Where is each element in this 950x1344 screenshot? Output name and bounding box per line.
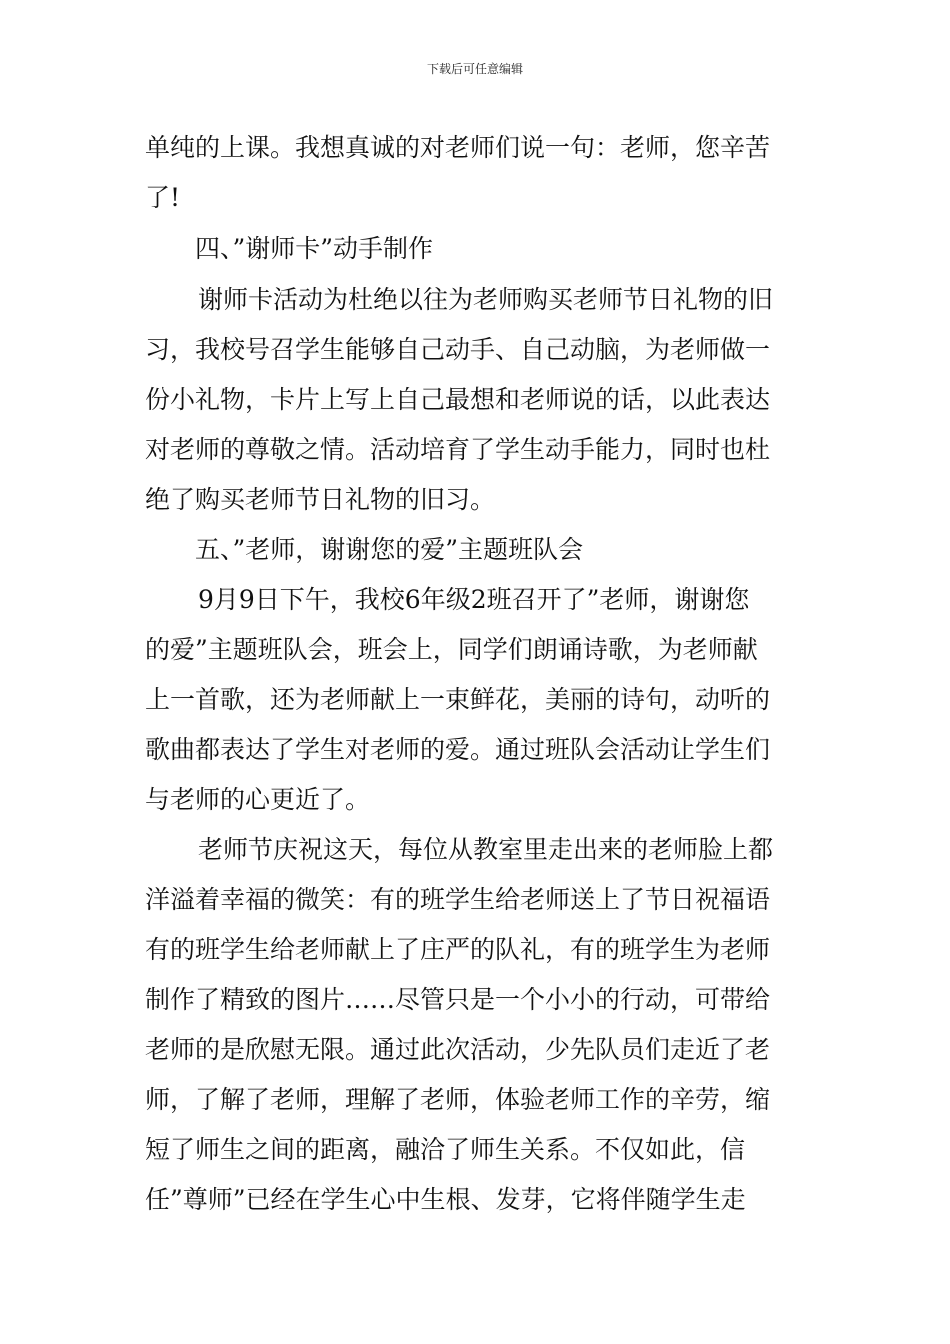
- page-header: 下载后可任意编辑: [426, 62, 523, 76]
- text-line: 师，了解了老师，理解了老师，体验老师工作的辛劳，缩: [145, 1085, 771, 1114]
- text-line: 制作了精致的图片……尽管只是一个小小的行动，可带给: [145, 985, 771, 1014]
- text-line: 习，我校号召学生能够自己动手、自己动脑，为老师做一: [145, 335, 771, 364]
- text-line: 绝了购买老师节日礼物的旧习。: [145, 485, 496, 514]
- text-line: 任”尊师”已经在学生心中生根、发芽，它将伴随学生走: [145, 1185, 746, 1214]
- text-line: 9月9日下午，我校6年级2班召开了”老师，谢谢您: [198, 585, 750, 614]
- text-line: 老师节庆祝这天，每位从教室里走出来的老师脸上都: [198, 835, 774, 864]
- text-line: 歌曲都表达了学生对老师的爱。通过班队会活动让学生们: [145, 735, 771, 764]
- text-line: 份小礼物，卡片上写上自己最想和老师说的话，以此表达: [145, 385, 771, 414]
- text-line: 有的班学生给老师献上了庄严的队礼，有的班学生为老师: [145, 935, 771, 964]
- section-heading: 五、”老师，谢谢您的爱”主题班队会: [195, 535, 584, 564]
- text-line: 洋溢着幸福的微笑：有的班学生给老师送上了节日祝福语: [145, 885, 771, 914]
- text-line: 谢师卡活动为杜绝以往为老师购买老师节日礼物的旧: [198, 285, 774, 314]
- text-line: 短了师生之间的距离，融洽了师生关系。不仅如此，信: [145, 1135, 746, 1164]
- text-line: 上一首歌，还为老师献上一束鲜花，美丽的诗句，动听的: [145, 685, 771, 714]
- text-line: 的爱”主题班队会，班会上，同学们朗诵诗歌，为老师献: [145, 635, 758, 664]
- text-line: 与老师的心更近了。: [145, 785, 371, 814]
- text-line: 对老师的尊敬之情。活动培育了学生动手能力，同时也杜: [145, 435, 771, 464]
- text-line: 老师的是欣慰无限。通过此次活动，少先队员们走近了老: [145, 1035, 771, 1064]
- section-heading: 四、”谢师卡”动手制作: [195, 234, 434, 263]
- text-line: 了!: [145, 183, 181, 212]
- text-line: 单纯的上课。我想真诚的对老师们说一句：老师，您辛苦: [145, 133, 771, 162]
